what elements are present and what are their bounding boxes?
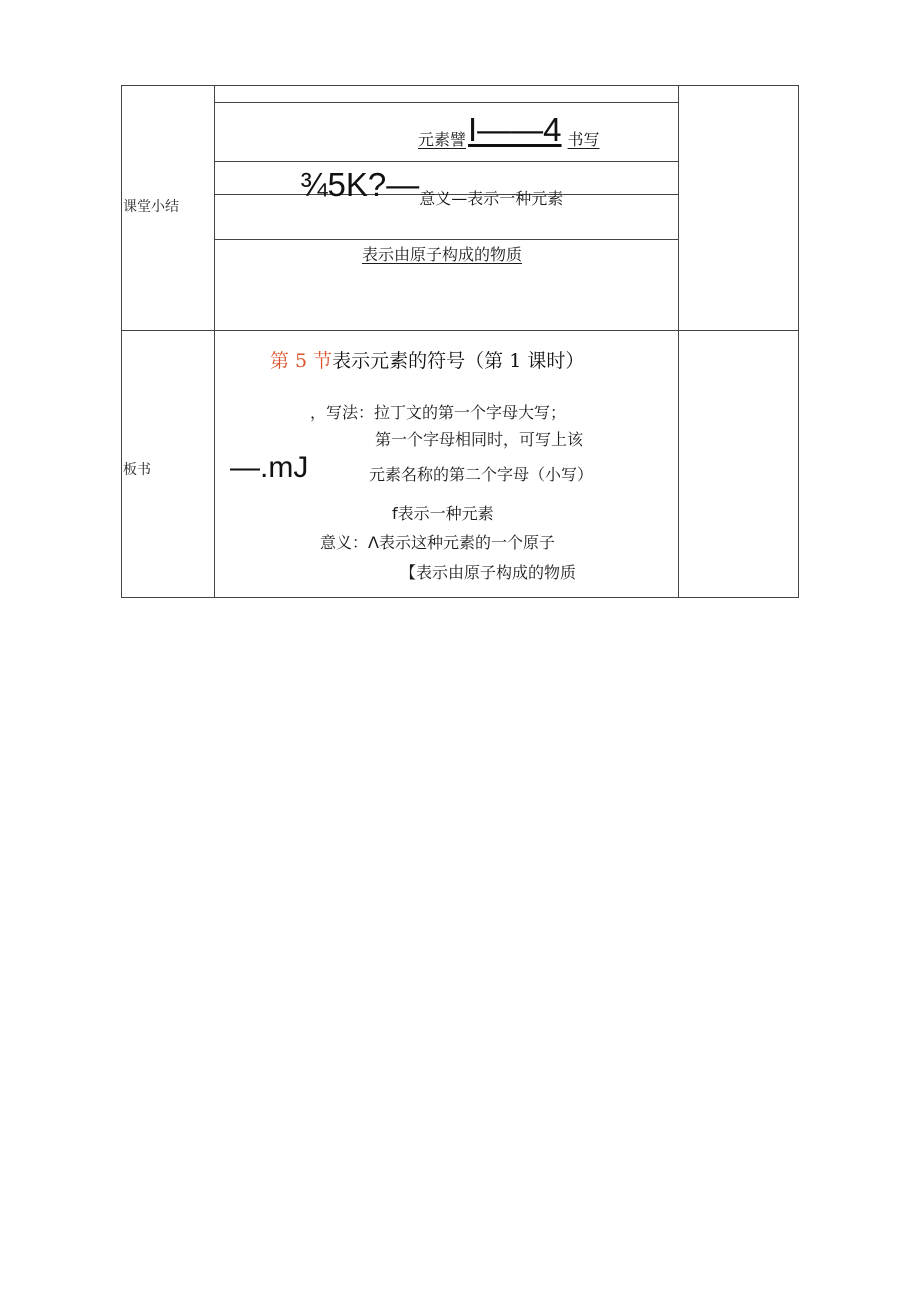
board-meaning-element: f表示一种元素 (392, 504, 494, 523)
summary-inner-line-1 (214, 102, 678, 103)
row-label-summary: 课堂小结 (123, 199, 179, 215)
table-bottom-border (121, 597, 799, 598)
board-title-rest: 表示元素的符号（第 1 课时） (332, 350, 585, 372)
board-title-section: 第 5 节 (270, 350, 333, 372)
board-title (270, 352, 584, 371)
row-label-board: 板书 (123, 462, 151, 478)
board-meaning-atom: 意义：Λ表示这种元素的一个原子 (320, 533, 555, 552)
big-symbol-text: I——4 (468, 111, 562, 148)
big-garbled-symbol: ¾5K?— (300, 166, 420, 203)
board-same-letter-rule: 第一个字母相同时，可写上该 (375, 430, 584, 449)
summary-line-matter: 表示由原子构成的物质 (362, 245, 523, 264)
element-prefix-text: 元素譬 (418, 130, 467, 149)
table-col-divider-2 (678, 85, 679, 598)
table-right-border (798, 85, 799, 598)
board-big-symbol: —.mJ (230, 451, 309, 484)
summary-line-writing (418, 113, 600, 148)
summary-inner-line-4 (214, 239, 678, 240)
summary-line-meaning (300, 166, 564, 208)
board-writing-rule: ，写法：拉丁文的第一个字母大写； (310, 403, 567, 422)
writing-suffix-text: 书写 (567, 130, 600, 149)
table-left-border (121, 85, 122, 598)
board-meaning-matter: 【表示由原子构成的物质 (400, 563, 577, 582)
table-row-divider (121, 330, 799, 331)
table-top-border (121, 85, 799, 86)
summary-inner-line-2 (214, 161, 678, 162)
meaning-text: 意义—表示一种元素 (419, 189, 564, 208)
board-second-letter-rule: 元素名称的第二个字母（小写） (369, 465, 594, 484)
